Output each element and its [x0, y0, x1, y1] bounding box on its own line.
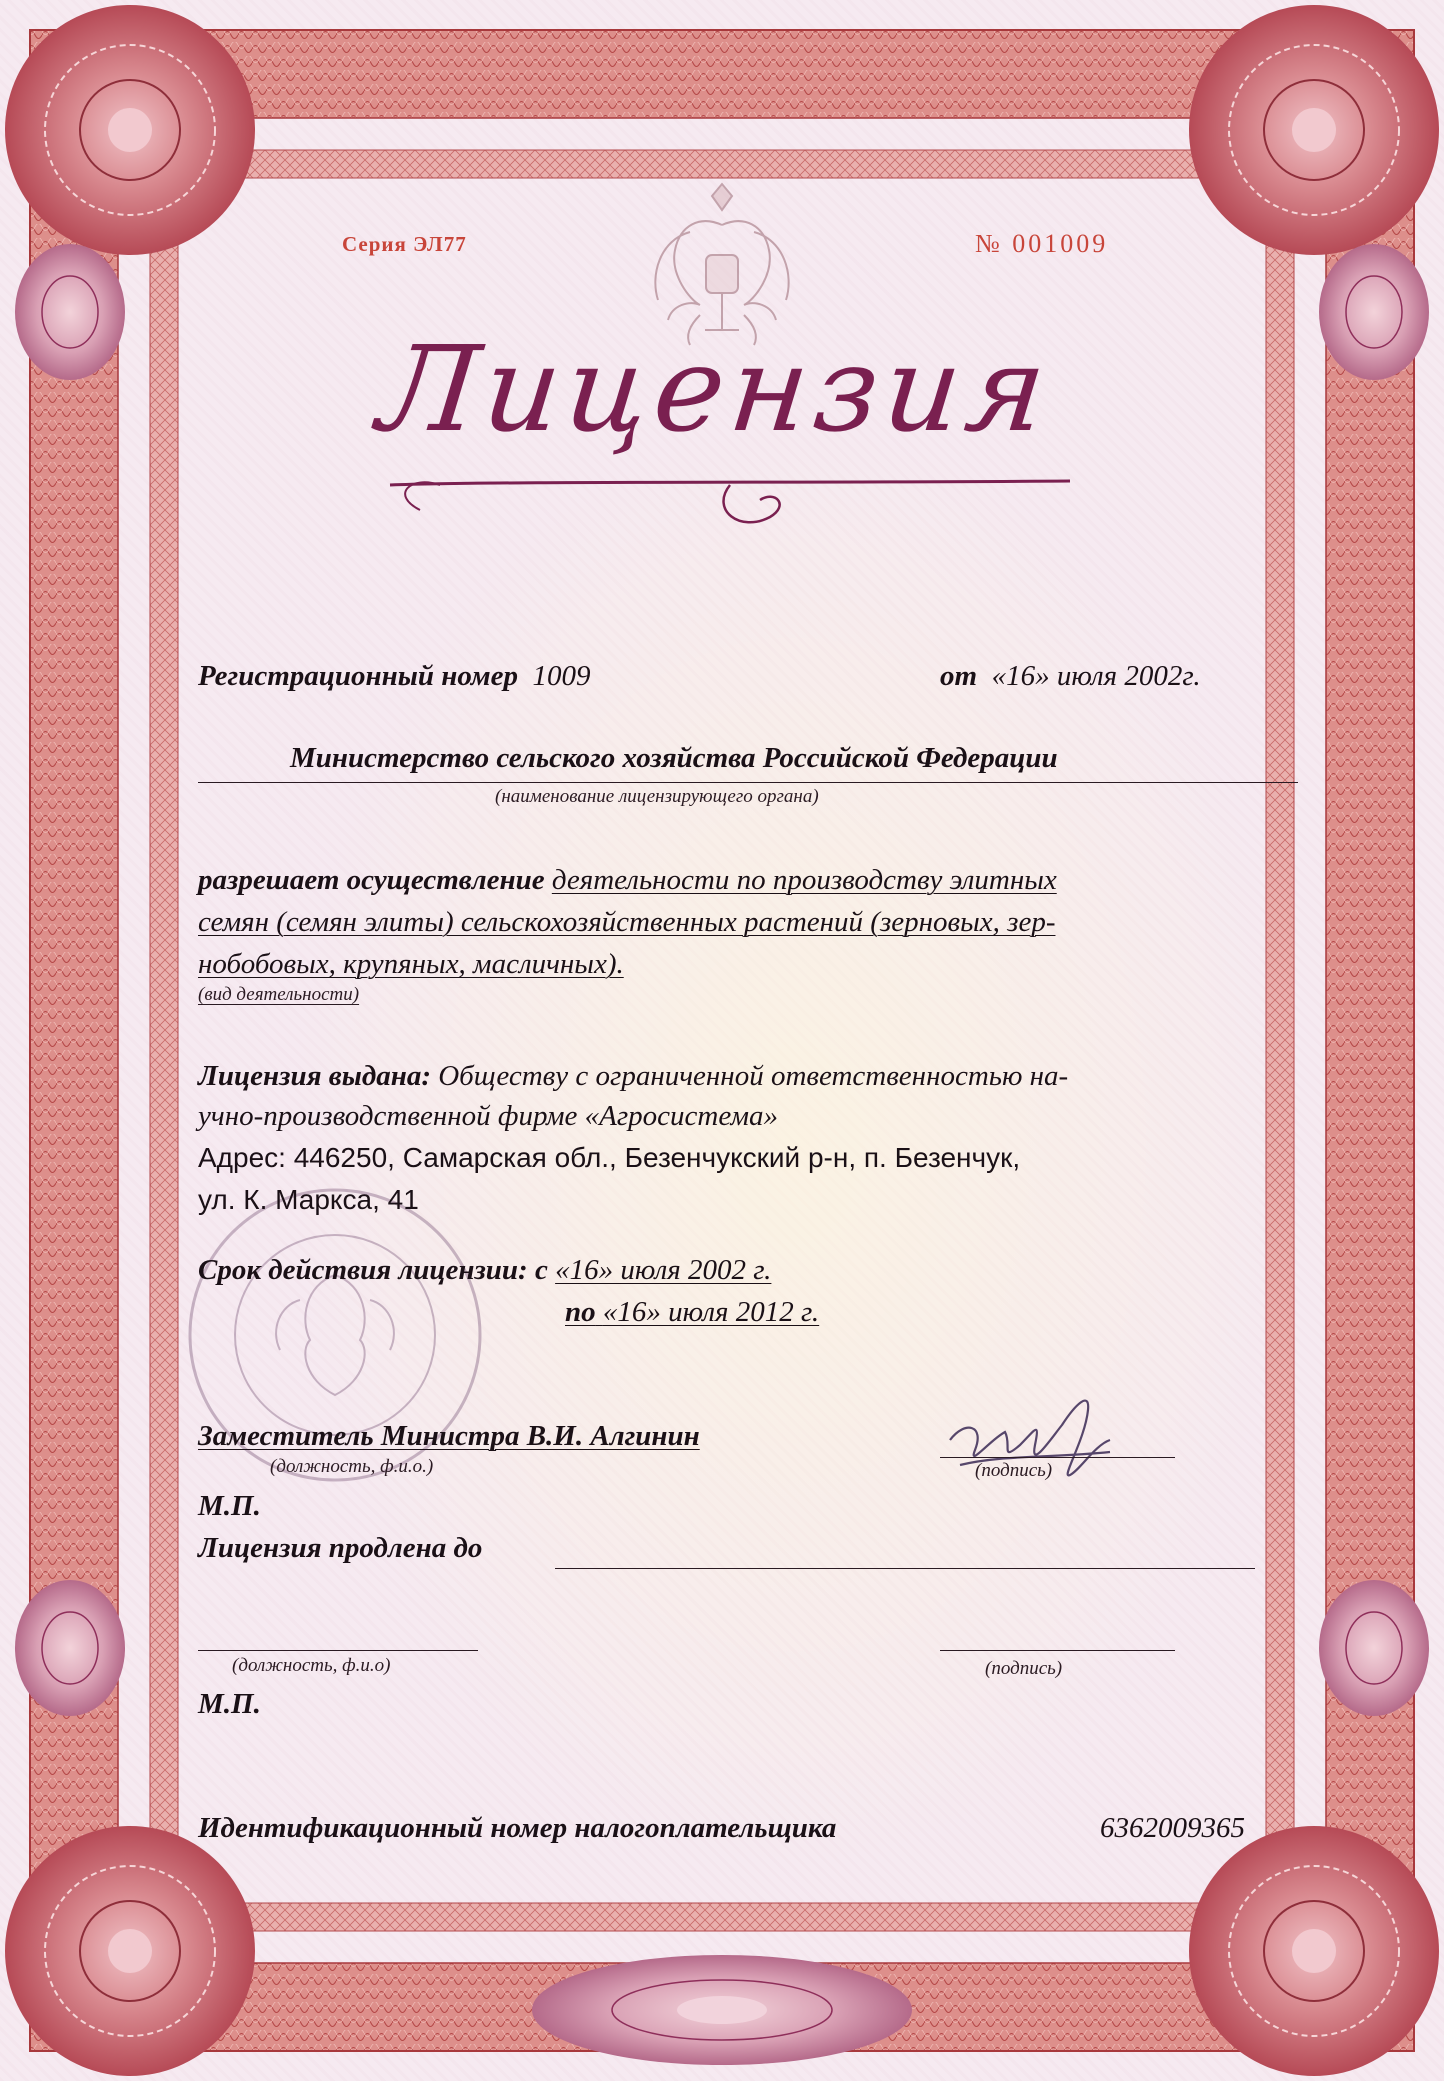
registration-date: «16» июля 2002г.	[991, 660, 1201, 692]
activity-label: разрешает осуществление	[198, 864, 545, 896]
holder-name-2: учно-производственной фирме «Агросистема»	[198, 1100, 778, 1132]
series-label: Серия ЭЛ77	[342, 232, 467, 256]
holder-address-1: Адрес: 446250, Самарская обл., Безенчукский р-н, п. Безенчук,	[198, 1142, 1021, 1173]
page-title: Лицензия	[372, 320, 1059, 458]
validity-from-prefix: с	[534, 1254, 548, 1286]
validity-row-1	[198, 1252, 771, 1288]
activity-caption: (вид деятельности)	[198, 984, 360, 1005]
registration-number: 1009	[532, 660, 591, 692]
tax-id-label: Идентификационный номер налогоплательщика	[198, 1812, 837, 1844]
authority-caption: (наименование лицензирующего органа)	[495, 786, 819, 807]
title-flourish	[380, 455, 1080, 545]
extension-seal-place-label: М.П.	[198, 1688, 261, 1720]
validity-to-prefix: по	[565, 1296, 596, 1328]
authority-underline	[198, 782, 1298, 783]
extension-line	[555, 1568, 1255, 1569]
validity-label: Срок действия лицензии:	[198, 1254, 528, 1286]
holder-name-1: Обществу с ограниченной ответственностью на-	[438, 1060, 1069, 1092]
activity-row-1	[198, 862, 1057, 898]
extension-position-caption: (должность, ф.и.о)	[232, 1655, 391, 1676]
tax-id-number: 6362009365	[1100, 1812, 1245, 1844]
holder-address-2: ул. К. Маркса, 41	[198, 1184, 419, 1215]
registration-row	[198, 658, 591, 694]
activity-text-3: нобобовых, крупяных, масличных).	[198, 948, 624, 980]
license-serial-number: № 001009	[975, 229, 1109, 258]
signature-caption: (подпись)	[975, 1460, 1053, 1481]
licensing-authority: Министерство сельского хозяйства Российской Федерации	[290, 742, 1058, 774]
holder-row-1	[198, 1058, 1068, 1094]
registration-date-row	[940, 658, 1201, 694]
extension-position-line	[198, 1650, 478, 1651]
signatory-name: Заместитель Министра В.И. Алгинин	[198, 1420, 700, 1452]
validity-to-date: «16» июля 2012 г.	[602, 1296, 820, 1328]
signature-line	[940, 1457, 1175, 1458]
extension-signature-caption: (подпись)	[985, 1658, 1063, 1679]
registration-label: Регистрационный номер	[198, 660, 518, 692]
extension-signature-line	[940, 1650, 1175, 1651]
activity-text-2: семян (семян элиты) сельскохозяйственных растений (зерновых, зер-	[198, 906, 1056, 938]
seal-place-label: М.П.	[198, 1490, 261, 1522]
signatory-position-caption: (должность, ф.и.о.)	[270, 1456, 434, 1477]
activity-text-1: деятельности по производству элитных	[551, 864, 1057, 896]
extension-label: Лицензия продлена до	[198, 1532, 483, 1564]
date-prefix: от	[940, 660, 978, 692]
validity-from-date: «16» июля 2002 г.	[555, 1254, 772, 1286]
validity-row-2	[565, 1294, 819, 1330]
holder-label: Лицензия выдана:	[198, 1060, 431, 1092]
